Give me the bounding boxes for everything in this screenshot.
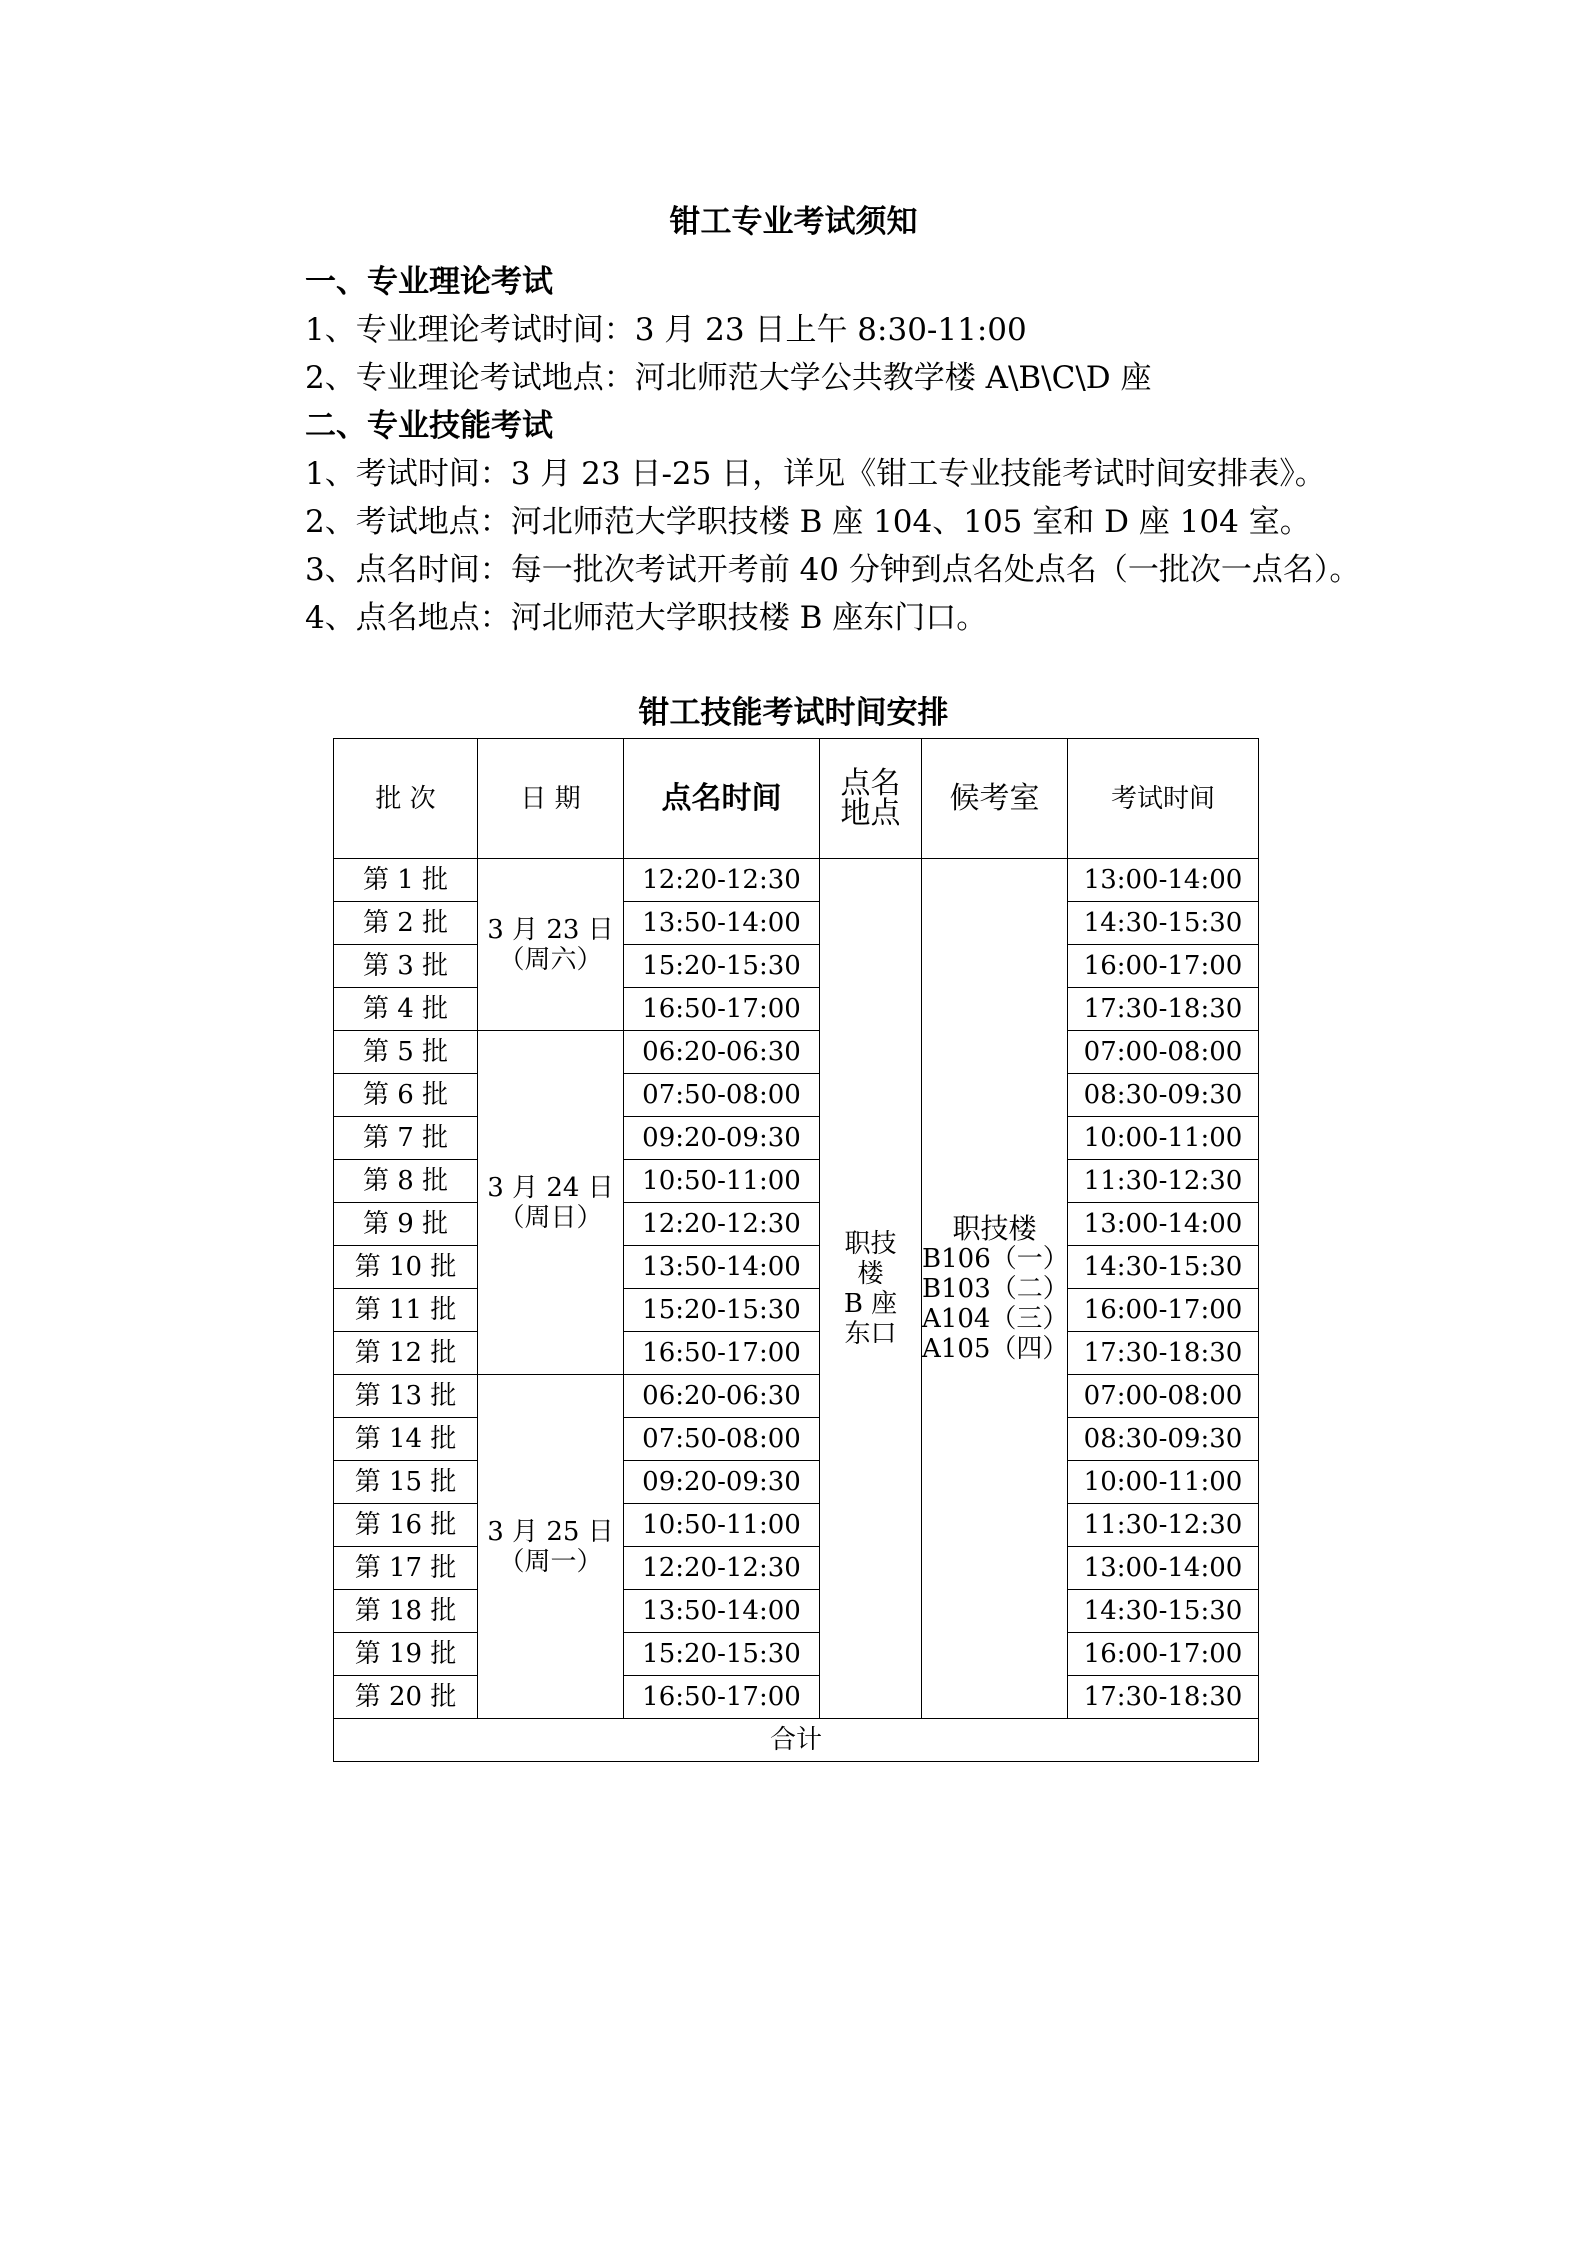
exam-time-cell: 08:30-09:30 — [1068, 1074, 1259, 1117]
batch-cell: 第 8 批 — [334, 1160, 478, 1203]
header-call-place-line-2: 地点 — [840, 795, 901, 831]
batch-cell: 第 2 批 — [334, 902, 478, 945]
table-row — [334, 1203, 1259, 1246]
batch-cell: 第 1 批 — [334, 859, 478, 902]
exam-time-cell: 14:30-15:30 — [1068, 1246, 1259, 1289]
call-time-cell: 13:50-14:00 — [624, 902, 820, 945]
batch-cell: 第 18 批 — [334, 1590, 478, 1633]
batch-cell: 第 9 批 — [334, 1203, 478, 1246]
table-row — [334, 945, 1259, 988]
exam-time-cell: 13:00-14:00 — [1068, 859, 1259, 902]
section-1-item-1: 1、专业理论考试时间：3 月 23 日上午 8:30-11:00 — [305, 312, 1027, 348]
section-2-item-3: 3、点名时间：每一批次考试开考前 40 分钟到点名处点名（一批次一点名）。 — [305, 552, 1361, 588]
batch-cell: 第 17 批 — [334, 1547, 478, 1590]
exam-time-cell: 13:00-14:00 — [1068, 1547, 1259, 1590]
date-line: 3 月 23 日 — [487, 914, 614, 945]
waiting-room-cell — [922, 859, 1068, 1719]
header-call-time: 点名时间 — [624, 739, 820, 859]
call-time-cell: 16:50-17:00 — [624, 988, 820, 1031]
batch-cell: 第 4 批 — [334, 988, 478, 1031]
weekday-line: （周日） — [498, 1202, 603, 1233]
table-row — [334, 1332, 1259, 1375]
table-row — [334, 1547, 1259, 1590]
batch-cell: 第 10 批 — [334, 1246, 478, 1289]
section-2-item-2: 2、考试地点：河北师范大学职技楼 B 座 104、105 室和 D 座 104 室。 — [305, 504, 1311, 540]
date-cell — [478, 859, 624, 1031]
header-batch: 批 次 — [334, 739, 478, 859]
table-row — [334, 1246, 1259, 1289]
waiting-room-line: B106（一） — [922, 1243, 1069, 1274]
section-2-item-1: 1、考试时间：3 月 23 日-25 日，详见《钳工专业技能考试时间安排表》。 — [305, 456, 1326, 492]
call-time-cell: 15:20-15:30 — [624, 945, 820, 988]
waiting-room-line: A104（三） — [922, 1303, 1069, 1334]
call-place-line: 东口 — [844, 1318, 897, 1349]
call-time-cell: 10:50-11:00 — [624, 1504, 820, 1547]
call-time-cell: 06:20-06:30 — [624, 1375, 820, 1418]
batch-cell: 第 6 批 — [334, 1074, 478, 1117]
exam-time-cell: 07:00-08:00 — [1068, 1031, 1259, 1074]
call-time-cell: 16:50-17:00 — [624, 1332, 820, 1375]
exam-time-cell: 10:00-11:00 — [1068, 1117, 1259, 1160]
schedule-table — [333, 738, 1259, 1762]
waiting-room-line: B103（二） — [922, 1273, 1069, 1304]
exam-time-cell: 17:30-18:30 — [1068, 1676, 1259, 1719]
weekday-line: （周一） — [498, 1546, 603, 1577]
table-row — [334, 1289, 1259, 1332]
call-time-cell: 12:20-12:30 — [624, 1547, 820, 1590]
exam-time-cell: 11:30-12:30 — [1068, 1504, 1259, 1547]
call-place-line: 楼 — [857, 1258, 884, 1289]
table-row — [334, 1418, 1259, 1461]
exam-time-cell: 17:30-18:30 — [1068, 988, 1259, 1031]
date-cell — [478, 1375, 624, 1719]
waiting-room-building: 职技楼 — [952, 1211, 1037, 1245]
date-cell — [478, 1031, 624, 1375]
total-cell: 合计 — [334, 1719, 1259, 1762]
table-title: 钳工技能考试时间安排 — [638, 695, 949, 731]
document-title: 钳工专业考试须知 — [669, 204, 918, 240]
header-call-place — [820, 739, 922, 859]
call-time-cell: 10:50-11:00 — [624, 1160, 820, 1203]
call-time-cell: 15:20-15:30 — [624, 1633, 820, 1676]
table-row — [334, 1031, 1259, 1074]
table-row — [334, 1160, 1259, 1203]
call-time-cell: 15:20-15:30 — [624, 1289, 820, 1332]
exam-time-cell: 16:00-17:00 — [1068, 1633, 1259, 1676]
header-date: 日 期 — [478, 739, 624, 859]
call-time-cell: 07:50-08:00 — [624, 1074, 820, 1117]
exam-time-cell: 10:00-11:00 — [1068, 1461, 1259, 1504]
date-line: 3 月 25 日 — [487, 1516, 614, 1547]
exam-time-cell: 11:30-12:30 — [1068, 1160, 1259, 1203]
table-row — [334, 1633, 1259, 1676]
batch-cell: 第 19 批 — [334, 1633, 478, 1676]
section-1-heading: 一、专业理论考试 — [305, 264, 553, 300]
call-place-line: 职技 — [844, 1228, 897, 1259]
batch-cell: 第 14 批 — [334, 1418, 478, 1461]
header-waiting-room: 候考室 — [922, 739, 1068, 859]
exam-time-cell: 07:00-08:00 — [1068, 1375, 1259, 1418]
header-exam-time: 考试时间 — [1068, 739, 1259, 859]
table-row — [334, 859, 1259, 902]
exam-time-cell: 16:00-17:00 — [1068, 1289, 1259, 1332]
call-time-cell: 09:20-09:30 — [624, 1117, 820, 1160]
batch-cell: 第 12 批 — [334, 1332, 478, 1375]
section-1-item-2: 2、专业理论考试地点：河北师范大学公共教学楼 A\B\C\D 座 — [305, 360, 1152, 396]
batch-cell: 第 13 批 — [334, 1375, 478, 1418]
table-row — [334, 1074, 1259, 1117]
call-time-cell: 12:20-12:30 — [624, 1203, 820, 1246]
call-time-cell: 07:50-08:00 — [624, 1418, 820, 1461]
table-row — [334, 1504, 1259, 1547]
table-row — [334, 1676, 1259, 1719]
batch-cell: 第 7 批 — [334, 1117, 478, 1160]
call-time-cell: 06:20-06:30 — [624, 1031, 820, 1074]
exam-time-cell: 14:30-15:30 — [1068, 902, 1259, 945]
batch-cell: 第 3 批 — [334, 945, 478, 988]
table-row — [334, 988, 1259, 1031]
call-time-cell: 16:50-17:00 — [624, 1676, 820, 1719]
exam-time-cell: 08:30-09:30 — [1068, 1418, 1259, 1461]
date-line: 3 月 24 日 — [487, 1172, 614, 1203]
exam-time-cell: 16:00-17:00 — [1068, 945, 1259, 988]
batch-cell: 第 15 批 — [334, 1461, 478, 1504]
table-total-row — [334, 1719, 1259, 1762]
call-time-cell: 12:20-12:30 — [624, 859, 820, 902]
table-row — [334, 902, 1259, 945]
waiting-room-line: A105（四） — [922, 1333, 1069, 1364]
section-2-item-4: 4、点名地点：河北师范大学职技楼 B 座东门口。 — [305, 600, 988, 636]
batch-cell: 第 11 批 — [334, 1289, 478, 1332]
exam-time-cell: 17:30-18:30 — [1068, 1332, 1259, 1375]
batch-cell: 第 20 批 — [334, 1676, 478, 1719]
call-time-cell: 13:50-14:00 — [624, 1246, 820, 1289]
call-time-cell: 13:50-14:00 — [624, 1590, 820, 1633]
call-place-cell — [820, 859, 922, 1719]
table-row — [334, 1590, 1259, 1633]
table-row — [334, 1117, 1259, 1160]
section-2-heading: 二、专业技能考试 — [305, 408, 553, 444]
batch-cell: 第 5 批 — [334, 1031, 478, 1074]
table-header-row — [334, 739, 1259, 859]
header-call-place-line-1: 点名 — [840, 765, 901, 801]
call-time-cell: 09:20-09:30 — [624, 1461, 820, 1504]
weekday-line: （周六） — [498, 944, 603, 975]
batch-cell: 第 16 批 — [334, 1504, 478, 1547]
table-row — [334, 1461, 1259, 1504]
exam-time-cell: 14:30-15:30 — [1068, 1590, 1259, 1633]
table-row — [334, 1375, 1259, 1418]
call-place-line: B 座 — [843, 1288, 898, 1319]
exam-time-cell: 13:00-14:00 — [1068, 1203, 1259, 1246]
